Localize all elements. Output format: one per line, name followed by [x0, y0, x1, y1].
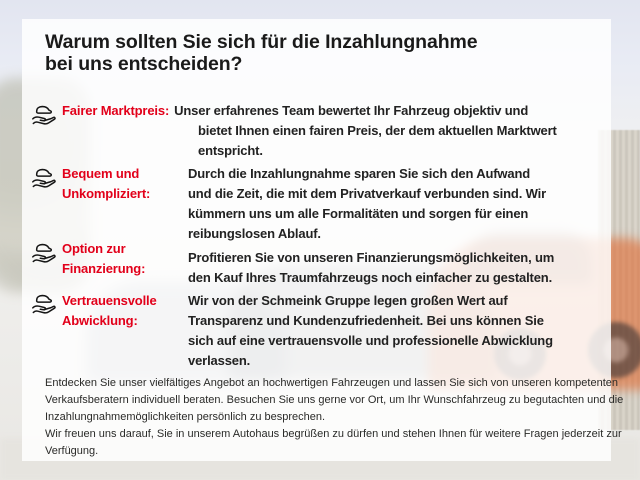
- hand-holding-car-icon: [30, 165, 57, 190]
- page-title-line: bei uns entscheiden?: [45, 52, 243, 75]
- benefit-label-finanzierung: [62, 239, 184, 279]
- benefit-label-line: Abwicklung:: [62, 313, 138, 328]
- benefit-label-line: Bequem und: [62, 166, 140, 181]
- benefit-label-bequem: [62, 164, 184, 204]
- benefit-label-line: Vertrauensvolle: [62, 293, 157, 308]
- benefit-text-line: Transparenz und Kundenzufriedenheit. Bei uns können Sie: [188, 313, 544, 328]
- page-title-line: Warum sollten Sie sich für die Inzahlungnahme: [45, 31, 478, 53]
- hand-holding-car-icon: [30, 291, 57, 316]
- benefit-text-line: bietet Ihnen einen fairen Preis, der dem aktuellen Marktwert: [198, 123, 557, 138]
- benefit-text-line: kümmern uns um alle Formalitäten und sorgen für einen: [188, 206, 529, 221]
- paragraph-line: Verfügung.: [45, 445, 99, 457]
- benefit-text-line: entspricht.: [198, 143, 263, 158]
- benefit-text-abwicklung: [188, 291, 553, 371]
- benefit-text: Unser erfahrenes Team bewertet Ihr Fahrzeug objektiv und: [174, 103, 529, 118]
- benefit-label-line: Unkompliziert:: [62, 186, 151, 201]
- benefit-row-fairer-marktpreis: [62, 101, 557, 161]
- benefit-text-line: verlassen.: [188, 353, 251, 368]
- page-title: [45, 32, 478, 75]
- benefit-label-abwicklung: [62, 291, 184, 331]
- hand-holding-car-icon: [30, 102, 57, 127]
- benefit-text-line: Wir von der Schmeink Gruppe legen großen Wert auf: [188, 293, 508, 308]
- benefit-text-line: reibungslosen Ablauf.: [188, 226, 321, 241]
- benefit-text-bequem: [188, 164, 546, 244]
- benefit-text-line: und die Zeit, die mit dem Privatverkauf verbunden sind. Wir: [188, 186, 546, 201]
- benefit-text-line: den Kauf Ihres Traumfahrzeugs noch einfacher zu gestalten.: [188, 270, 553, 285]
- paragraph-line: Inzahlungnahmemöglichkeiten persönlich zu besprechen.: [45, 411, 326, 423]
- closing-paragraph-1: [45, 375, 623, 426]
- benefit-text-finanzierung: [188, 248, 554, 288]
- benefit-label-line: Option zur: [62, 241, 126, 256]
- hand-holding-car-icon: [30, 240, 57, 265]
- paragraph-line: Verkaufsberatern individuell beraten. Besuchen Sie uns gerne vor Ort, um Ihr Wunschfahrzeug zu begutachten und die: [45, 394, 624, 406]
- benefit-text-line: Durch die Inzahlungnahme sparen Sie sich den Aufwand: [188, 166, 531, 181]
- benefit-label: Fairer Marktpreis:: [62, 103, 170, 118]
- benefit-text-line: Profitieren Sie von unseren Finanzierungsmöglichkeiten, um: [188, 250, 555, 265]
- closing-paragraph-2: [45, 426, 622, 460]
- paragraph-line: Wir freuen uns darauf, Sie in unserem Autohaus begrüßen zu dürfen und stehen Ihnen für weitere Fragen jederzeit zur: [45, 428, 622, 440]
- benefit-text-line: sich auf eine vertrauensvolle und professionelle Abwicklung: [188, 333, 553, 348]
- benefit-text-line: [62, 101, 557, 121]
- paragraph-line: Entdecken Sie unser vielfältiges Angebot an hochwertigen Fahrzeugen und lassen Sie sich von unseren kompetenten: [45, 377, 618, 389]
- benefit-label-line: Finanzierung:: [62, 261, 146, 276]
